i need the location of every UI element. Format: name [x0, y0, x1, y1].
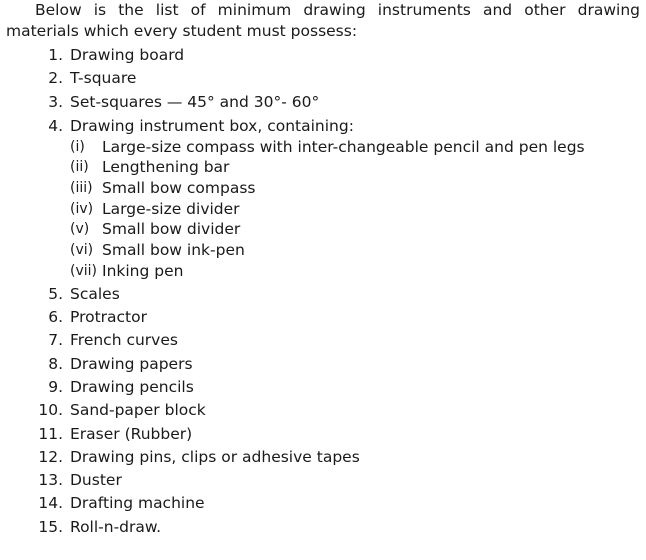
sub-list-item-text: Small bow ink-pen [102, 241, 245, 259]
list-item-number: 2. [48, 69, 63, 87]
sub-list-item-text: Lengthening bar [102, 158, 230, 176]
list-item-number: 3. [48, 93, 63, 111]
list-item-number: 9. [48, 378, 63, 396]
list-item-text: French curves [70, 331, 178, 349]
list-item-text: Eraser (Rubber) [70, 425, 193, 443]
list-item-number: 10. [38, 401, 63, 419]
sub-list-item-text: Small bow compass [102, 179, 256, 197]
list-item-text: Set-squares — 45° and 30°- 60° [70, 93, 320, 111]
list-item-text: Drawing pins, clips or adhesive tapes [70, 448, 360, 466]
sub-list-item-number: (vi) [70, 242, 94, 258]
list-item-number: 15. [38, 518, 63, 536]
list-item-text: Drawing pencils [70, 378, 194, 396]
sub-list-item-number: (i) [70, 139, 85, 155]
sub-list-item-number: (vii) [70, 263, 97, 279]
intro-paragraph: Below is the list of minimum drawing instruments and other drawing materials which every student must possess: [6, 1, 640, 40]
sub-list-item-number: (ii) [70, 159, 89, 175]
list-item-text: Protractor [70, 308, 147, 326]
sub-list-item-text: Large-size compass with inter-changeable pencil and pen legs [102, 138, 585, 156]
sub-list-item-text: Small bow divider [102, 220, 241, 238]
list-item-number: 12. [38, 448, 63, 466]
list-item-text: Sand-paper block [70, 401, 206, 419]
sub-list-item-text: Inking pen [102, 262, 184, 280]
list-item-text: Drafting machine [70, 494, 205, 512]
list-item-text: Drawing board [70, 46, 185, 64]
list-item-text: T-square [70, 69, 137, 87]
list-item-text: Duster [70, 471, 122, 489]
sub-list-item-text: Large-size divider [102, 200, 240, 218]
list-item-number: 7. [48, 331, 63, 349]
list-item-text: Roll-n-draw. [70, 518, 162, 536]
list-item-text: Drawing papers [70, 355, 193, 373]
list-item-number: 4. [48, 117, 63, 135]
sub-list-item-number: (iv) [70, 201, 94, 217]
list-item-number: 13. [38, 471, 63, 489]
list-item-number: 6. [48, 308, 63, 326]
list-item-number: 8. [48, 355, 63, 373]
list-item-number: 1. [48, 46, 63, 64]
sub-list-item-number: (iii) [70, 180, 93, 196]
list-item-number: 5. [48, 285, 63, 303]
list-item-text: Drawing instrument box, containing: [70, 117, 354, 135]
list-item-number: 14. [38, 494, 63, 512]
sub-list-item-number: (v) [70, 221, 90, 237]
list-item-text: Scales [70, 285, 120, 303]
list-item-number: 11. [38, 425, 63, 443]
